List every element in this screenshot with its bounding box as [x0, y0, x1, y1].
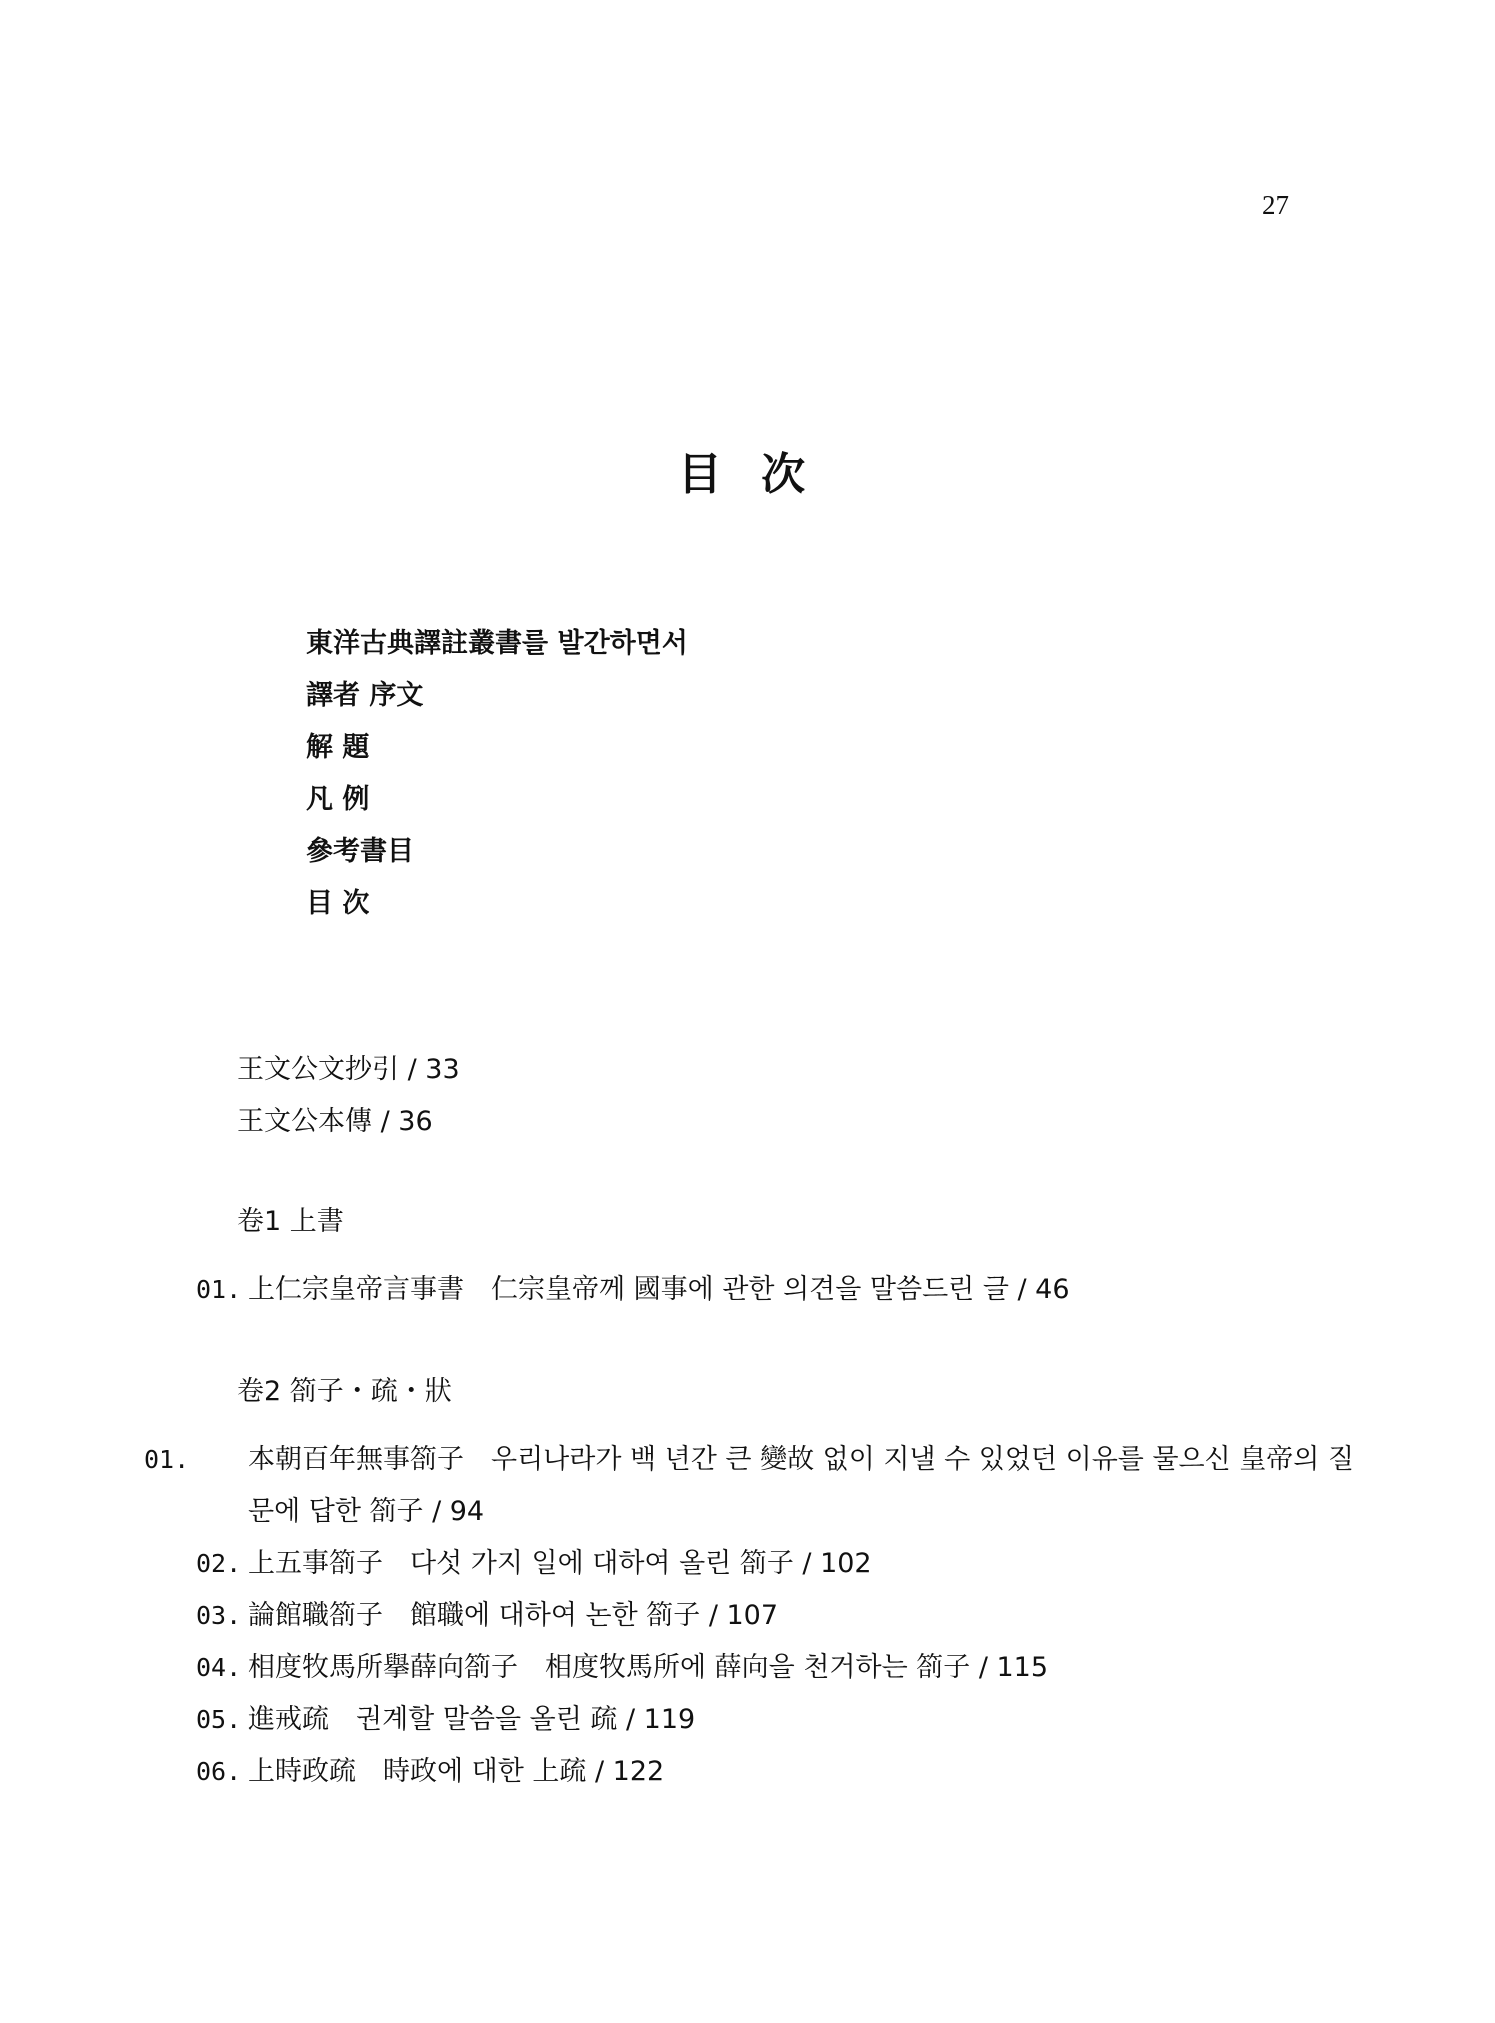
toc-entry [196, 1746, 1306, 1798]
toc-entry [196, 1642, 1306, 1694]
entry-number: 03. [196, 1601, 242, 1630]
prelim-item: 王文公本傳 / 36 [237, 1106, 433, 1137]
front-matter-item: 東洋古典譯註叢書를 발간하면서 [306, 628, 688, 659]
volume-heading: 卷2 箚子・疏・狀 [237, 1376, 452, 1407]
entry-text: 上五事箚子 다섯 가지 일에 대하여 올린 箚子 / 102 [248, 1548, 872, 1579]
toc-entry [196, 1590, 1306, 1642]
entry-text: 本朝百年無事箚子 우리나라가 백 년간 큰 變故 없이 지낼 수 있었던 이유를 물으신 皇帝의 질문에 답한 箚子 / 94 [248, 1444, 1355, 1527]
entry-text: 上時政疏 時政에 대한 上疏 / 122 [248, 1756, 665, 1787]
entry-text: 上仁宗皇帝言事書 仁宗皇帝께 國事에 관한 의견을 말씀드린 글 / 46 [248, 1274, 1070, 1305]
entry-number: 01. [196, 1275, 242, 1304]
entry-text: 論館職箚子 館職에 대하여 논한 箚子 / 107 [248, 1600, 779, 1631]
front-matter-item: 凡 例 [306, 784, 370, 815]
toc-entry [144, 1434, 1358, 1538]
front-matter-item: 解 題 [306, 732, 370, 763]
front-matter-list [306, 618, 688, 930]
toc-entry [196, 1538, 1306, 1590]
prelim-item: 王文公文抄引 / 33 [237, 1054, 460, 1085]
front-matter-item: 目 次 [306, 888, 370, 919]
front-matter-item: 參考書目 [306, 836, 414, 867]
toc-entry [196, 1694, 1306, 1746]
volume-heading: 卷1 上書 [237, 1206, 344, 1237]
entry-number: 02. [196, 1549, 242, 1578]
entry-number: 04. [196, 1653, 242, 1682]
prelim-list [237, 1044, 460, 1148]
entry-number: 06. [196, 1757, 242, 1786]
front-matter-item: 譯者 序文 [306, 680, 424, 711]
page-title: 目 次 [677, 449, 818, 500]
entry-number: 01. [144, 1445, 190, 1474]
entry-text: 相度牧馬所擧薛向箚子 相度牧馬所에 薛向을 천거하는 箚子 / 115 [248, 1652, 1049, 1683]
toc-entry [196, 1264, 1306, 1316]
entry-text: 進戒疏 권계할 말씀을 올린 疏 / 119 [248, 1704, 696, 1735]
page-number: 27 [1262, 190, 1289, 220]
entry-number: 05. [196, 1705, 242, 1734]
